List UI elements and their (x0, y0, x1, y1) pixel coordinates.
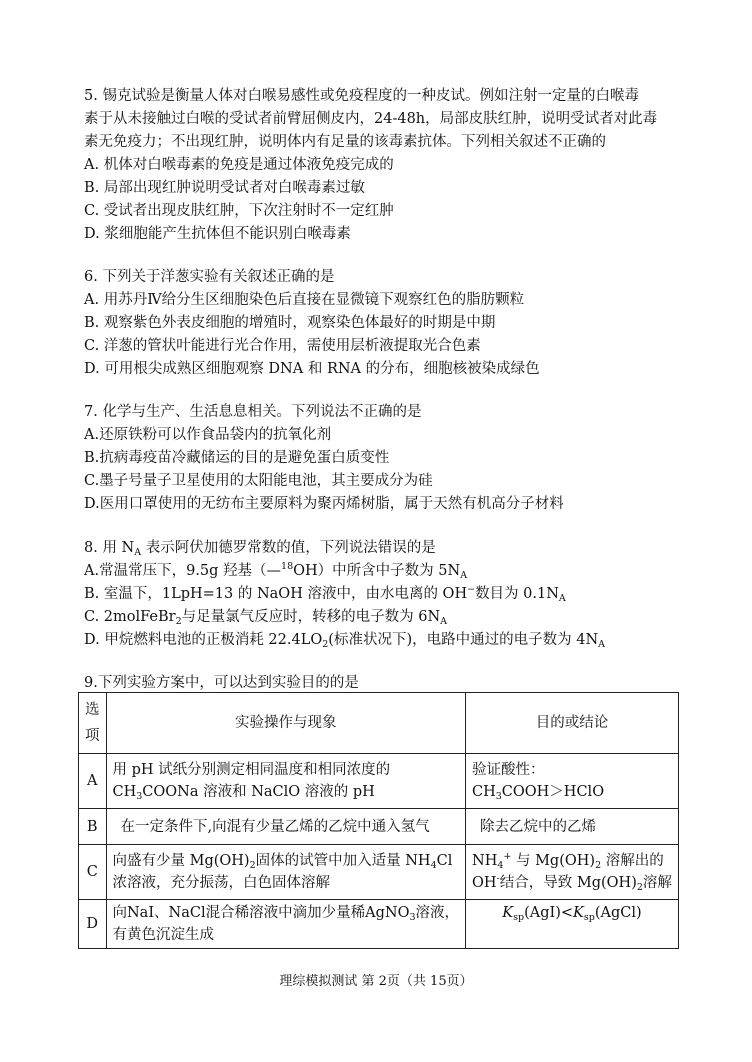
row-b-option: B (79, 809, 107, 845)
row-b-conclusion: 除去乙烷中的乙烯 (466, 809, 679, 845)
q5-stem-line2: 素于从未接触过白喉的受试者前臂屈侧皮内，24-48h，局部皮肤红肿，说明受试者对此毒 (84, 111, 658, 127)
header-option: 选 项 (79, 693, 107, 754)
row-b-operation: 在一定条件下,向混有少量乙烯的乙烷中通入氢气 (106, 809, 466, 845)
row-d-option: D (79, 900, 107, 949)
q5-option-d: D. 浆细胞能产生抗体但不能识别白喉毒素 (84, 226, 351, 242)
row-d-conclusion: $K_{sp}(AgI)<K_{sp}(AgCl)$ (466, 900, 679, 949)
table-header-row (79, 693, 679, 754)
row-a-conclusion: 验证酸性： $CH_3COOH>HClO$ (466, 754, 679, 809)
q6-option-d: D. 可用根尖成熟区细胞观察 DNA 和 RNA 的分布，细胞核被染成绿色 (84, 361, 540, 377)
q7-stem: 7. 化学与生产、生活息息相关。下列说法不正确的是 (84, 404, 422, 420)
q6-option-c: C. 洋葱的管状叶能进行光合作用，需使用层析液提取光合色素 (84, 338, 481, 354)
table-row (79, 900, 679, 949)
question-6 (84, 266, 684, 381)
page-footer: 理综模拟测试 第 2页（共 15页） (279, 974, 473, 989)
q6-option-a: A. 用苏丹Ⅳ给分生区细胞染色后直接在显微镜下观察红色的脂肪颗粒 (84, 292, 525, 308)
header-operation: 实验操作与现象 (106, 693, 466, 754)
q7-option-b: B.抗病毒疫苗冷藏储运的目的是避免蛋白质变性 (84, 450, 390, 466)
row-c-option: C (79, 845, 107, 900)
q7-option-a: A.还原铁粉可以作食品袋内的抗氧化剂 (84, 427, 332, 443)
question-8 (84, 537, 684, 652)
table-row (79, 809, 679, 845)
row-a-operation: 用 pH 试纸分别测定相同温度和相同浓度的 $CH_3COONa$ 溶液和 NaClO 溶液的 pH (106, 754, 466, 809)
q9-stem: 9.下列实验方案中，可以达到实验目的的是 (84, 675, 359, 691)
q8-option-d: D. 甲烷燃料电池的正极消耗 $22.4LO_2$(标准状况下)，电路中通过的电子数为 $4N_A$ (84, 632, 606, 650)
q5-option-b: B. 局部出现红肿说明受试者对白喉毒素过敏 (84, 180, 365, 196)
q5-option-c: C. 受试者出现皮肤红肿，下次注射时不一定红肿 (84, 203, 394, 219)
row-a-option: A (79, 754, 107, 809)
q5-stem-line1: 5. 锡克试验是衡量人体对白喉易感性或免疫程度的一种皮试。例如注射一定量的白喉毒 (84, 88, 639, 104)
q7-option-c: C.墨子号量子卫星使用的太阳能电池，其主要成分为硅 (84, 473, 433, 489)
q8-option-a: A.常温常压下，9.5g 羟基（—$^{18}$OH）中所含中子数为 $5N_A$ (84, 561, 468, 581)
table-row (79, 845, 679, 900)
table-row (79, 754, 679, 809)
q9-table (78, 692, 679, 949)
q5-stem-line3: 素无免疫力；不出现红肿，说明体内有足量的该毒素抗体。下列相关叙述不正确的 (84, 134, 606, 150)
q8-option-c: C. 2molFeBr$_2$与足量氯气反应时，转移的电子数为 $6N_A$ (84, 609, 448, 627)
q6-option-b: B. 观察紫色外表皮细胞的增殖时，观察染色体最好的时期是中期 (84, 315, 496, 331)
row-c-conclusion: $NH_4^+$ 与 $Mg(OH)_2$ 溶解出的 OH-结合，导致 $Mg(OH)_2$溶解 (466, 845, 679, 900)
q8-stem: 8. 用 $N_A$ 表示阿伏加德罗常数的值，下列说法错误的是 (84, 540, 436, 558)
question-5 (84, 85, 684, 246)
q5-option-a: A. 机体对白喉毒素的免疫是通过体液免疫完成的 (84, 157, 394, 173)
row-c-operation: 向盛有少量 $Mg(OH)_2$固体的试管中加入适量 $NH_4Cl$ 浓溶液，充分振荡，白色固体溶解 (106, 845, 466, 900)
header-conclusion: 目的或结论 (466, 693, 679, 754)
q6-stem: 6. 下列关于洋葱实验有关叙述正确的是 (84, 269, 335, 285)
row-d-operation: 向NaI、NaCl混合稀溶液中滴加少量稀AgNO$_3$溶液， 有黄色沉淀生成 (106, 900, 466, 949)
q8-option-b: B. 室温下，1LpH=13 的 NaOH 溶液中，由水电离的 OH−数目为 $0.1N_A$ (84, 584, 566, 604)
q7-option-d: D.医用口罩使用的无纺布主要原料为聚丙烯树脂，属于天然有机高分子材料 (84, 496, 564, 512)
question-7 (84, 401, 684, 516)
